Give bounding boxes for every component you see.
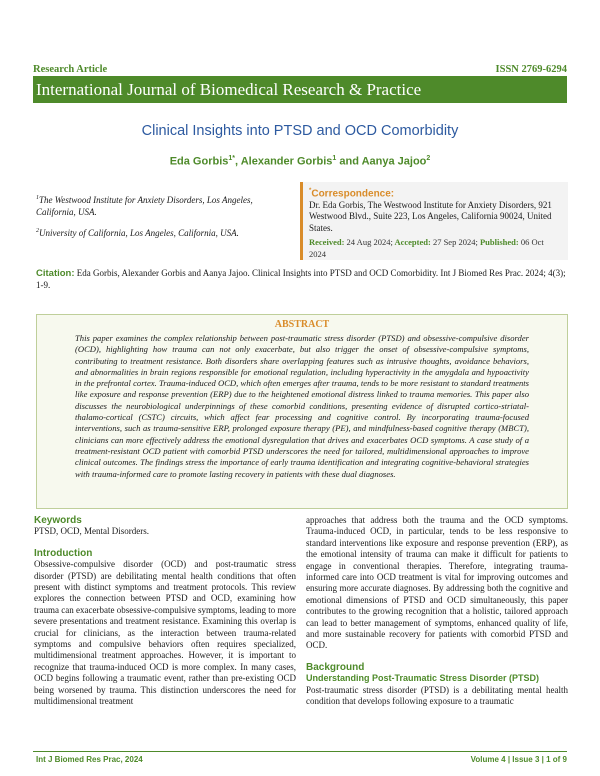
correspondence-text: Dr. Eda Gorbis, The Westwood Institute for Anxiety Disorders, 921 Westwood Blvd., Suite 223, Los Angeles, California 90024, United States. — [309, 199, 552, 233]
issn: ISSN 2769-6294 — [495, 64, 567, 75]
author-1: Eda Gorbis — [169, 155, 229, 168]
received-label: Received: — [309, 237, 345, 248]
footer-divider — [33, 751, 567, 752]
journal-name: International Journal of Biomedical Research & Practice — [36, 79, 422, 99]
page-footer — [36, 755, 567, 764]
affiliation-1 — [36, 193, 276, 218]
published-date: 06 Oct 2024 — [309, 237, 544, 259]
left-column — [34, 515, 296, 708]
author-3-affil-mark: 2 — [426, 155, 431, 162]
abstract-heading: ABSTRACT — [274, 319, 330, 330]
publication-dates — [309, 237, 562, 260]
correspondence-box — [300, 182, 568, 260]
background-subheading: Understanding Post-Traumatic Stress Disorder (PTSD) — [306, 673, 540, 684]
abstract-text: This paper examines the complex relationship between post-traumatic stress disorder (PTSD) and obsessive-compulsive disorder (OCD), highlighting how trauma can not only exacerbate, but also trigger the onset of obsessive-compulsive symptoms, contributing to treatment resistance. Both disorders share overlapping features such as intrusive thoughts, avoidance behaviors, and abnormalities in brain regions responsible for emotional regulation, including hyperactivity in the amygdala and hypoactivity in the prefrontal cortex. Trauma-induced OCD, which often emerges after trauma, tends to be more resistant to standard treatments like exposure and response prevention (ERP) due to the heightened emotional distress linked to trauma memories. This paper also discusses the neurobiological underpinnings of these comorbid conditions, presenting evidence of disrupted cortico-striatal-thalamo-cortical (CSTC) circuits, which affect fear processing and cognitive control. By incorporating trauma-focused interventions, such as trauma-sensitive ERP, prolonged exposure therapy (PE), and mindfulness-based cognitive therapy (MBCT), clinicians can more effectively address the emotional dysregulation that drives and exacerbates OCD symptoms. A case study of a treatment-resistant OCD patient with comorbid PTSD underscores the need for tailored, multidimensional approaches to improve clinical outcomes. The findings stress the importance of early trauma identification and integrating cognitive-behavioral strategies with trauma-informed care to promote lasting recovery in patients with these dual diagnoses. — [75, 333, 529, 479]
introduction-paragraph-continued: approaches that address both the trauma and the OCD symptoms. Trauma-induced OCD, in particular, tends to be less responsive to standard interventions like exposure and response prevention (ERP), as the emotional intensity of trauma can make it difficult for patients to engage in conventional therapies. Therefore, integrating trauma-informed care into OCD treatment is vital for improving outcomes and ensuring more accurate diagnoses. By addressing both the cognitive and emotional dimensions of PTSD and OCD simultaneously, this paper contributes to the growing recognition that a holistic, tailored approach can lead to better management of symptoms, enhanced quality of life, and more sustainable recovery for patients with comorbid PTSD and OCD. — [306, 515, 568, 651]
affiliation-2-text: University of California, Los Angeles, California, USA. — [39, 228, 239, 238]
author-2-affil-mark: 1 — [332, 155, 337, 162]
published-label: Published: — [477, 237, 519, 248]
background-heading: Background — [306, 661, 365, 673]
correspondence-heading — [309, 186, 562, 200]
introduction-paragraph: Obsessive-compulsive disorder (OCD) and post-traumatic stress disorder (PTSD) are debilitating mental health conditions that often present with distinct symptoms and treatment protocols. This review explores the connection between PTSD and OCD, examining how trauma can exacerbate obsessive-compulsive symptoms, leading to more severe presentations and treatment resistance. Examining this overlap is crucial for clinicians, as the interaction between trauma-related symptoms and compulsive behaviors often requires specialized, multidimensional treatment approaches. However, it is important to recognize that trauma-induced OCD is more complex. In many cases, OCD begins following a traumatic event, rather than pre-existing OCD being worsened by trauma. This distinction underscores the need for multidimensional treatment — [34, 559, 296, 707]
received-date: 24 Aug 2024; — [344, 237, 393, 248]
citation — [36, 268, 568, 291]
background-paragraph: Post-traumatic stress disorder (PTSD) is a debilitating mental health condition that develops following exposure to a traumatic — [306, 684, 568, 707]
citation-text: Eda Gorbis, Alexander Gorbis and Aanya Jajoo. Clinical Insights into PTSD and OCD Comorbidity. Int J Biomed Res Prac. 2024; 4(3); 1-9. — [36, 268, 566, 290]
affiliation-2-number: 2 — [36, 228, 39, 234]
right-column — [306, 515, 568, 708]
correspondence-heading-text: Correspondence: — [311, 188, 395, 200]
article-type: Research Article — [33, 64, 108, 75]
correspondence-star: * — [309, 188, 312, 194]
author-1-affil-mark: 1* — [228, 155, 236, 162]
author-3: and Aanya Jajoo — [336, 155, 427, 168]
affiliation-1-number: 1 — [36, 195, 39, 201]
keywords-heading: Keywords — [34, 515, 82, 526]
author-2: , Alexander Gorbis — [235, 155, 333, 168]
footer-journal: Int J Biomed Res Prac, 2024 — [36, 755, 143, 764]
affiliation-2 — [36, 226, 276, 240]
top-meta-row — [33, 64, 567, 75]
citation-label: Citation: — [36, 268, 75, 279]
abstract-box — [36, 314, 568, 509]
keywords-text: PTSD, OCD, Mental Disorders. — [34, 526, 149, 537]
accepted-label: Accepted: — [392, 237, 431, 248]
introduction-heading: Introduction — [34, 547, 93, 559]
affiliation-1-text: The Westwood Institute for Anxiety Disorders, Los Angeles, California, USA. — [36, 195, 253, 217]
paper-title: Clinical Insights into PTSD and OCD Comorbidity — [141, 123, 459, 139]
author-list — [0, 155, 600, 168]
journal-banner — [33, 76, 567, 103]
accepted-date: 27 Sep 2024; — [430, 237, 478, 248]
footer-pages: Volume 4 | Issue 3 | 1 of 9 — [470, 755, 567, 764]
